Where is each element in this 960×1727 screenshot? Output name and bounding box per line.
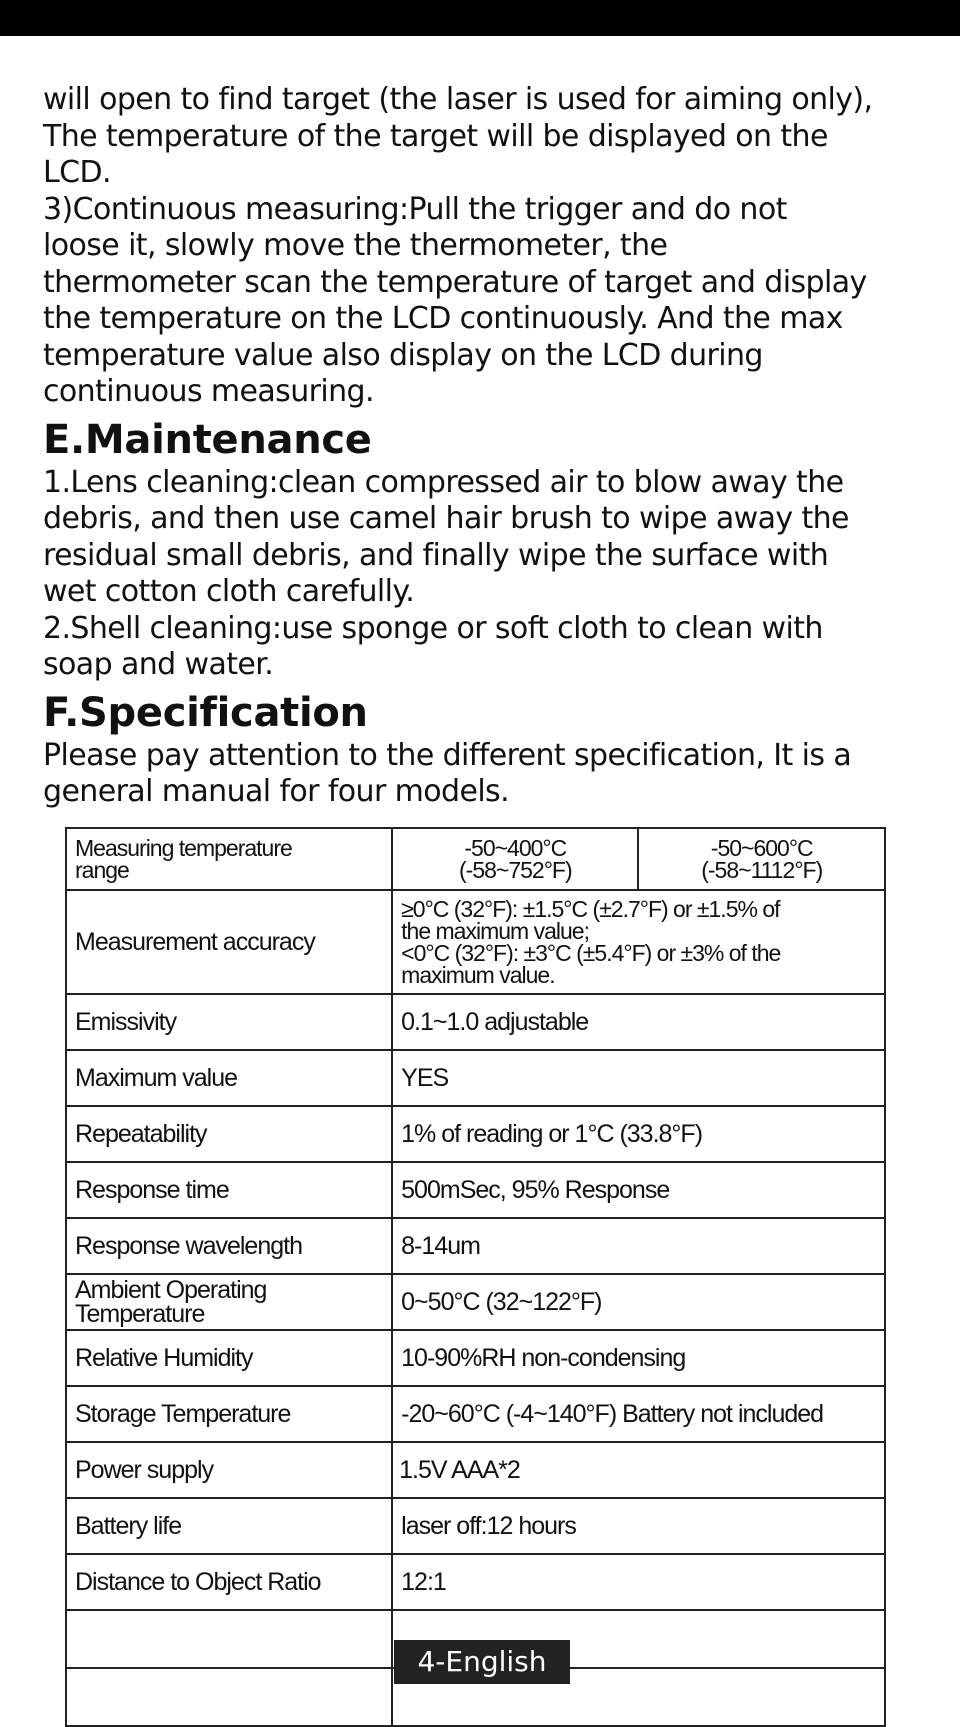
spec-label: Relative Humidity (66, 1330, 392, 1386)
intro-line: continuous measuring. (43, 374, 374, 409)
table-row (66, 1442, 885, 1498)
spec-label (66, 1668, 392, 1726)
spec-label (66, 1610, 392, 1668)
maintenance-line: 1.Lens cleaning:clean compressed air to blow away the (43, 464, 844, 500)
maintenance-line: 2.Shell cleaning:use sponge or soft cloth to clean with (43, 610, 823, 646)
maintenance-line: residual small debris, and finally wipe the surface with (43, 537, 829, 573)
maintenance-heading: E.Maintenance (43, 416, 372, 463)
specification-line: Please pay attention to the different specification, It is a (43, 737, 852, 773)
table-row (66, 1274, 885, 1330)
page-number-footer: 4-English (394, 1640, 570, 1684)
table-row (66, 1386, 885, 1442)
spec-label: Ambient Operating Temperature (66, 1274, 392, 1330)
spec-value: laser off:12 hours (392, 1498, 885, 1554)
table-row (66, 1554, 885, 1610)
maintenance-line: debris, and then use camel hair brush to wipe away the (43, 501, 849, 536)
top-black-bar (0, 0, 960, 36)
intro-line: thermometer scan the temperature of target and display (43, 264, 867, 300)
spec-value: 12:1 (392, 1554, 885, 1610)
spec-label: Repeatability (66, 1106, 392, 1162)
spec-label: Distance to Object Ratio (66, 1554, 392, 1610)
table-row (66, 828, 885, 890)
spec-label: Emissivity (66, 994, 392, 1050)
intro-line: The temperature of the target will be displayed on the (43, 118, 828, 154)
table-row (66, 1218, 885, 1274)
spec-value: ≥0°C (32°F): ±1.5°C (±2.7°F) or ±1.5% of the maximum value; <0°C (32°F): ±3°C (±5.4°F) or ±3% of the maximum value. (392, 890, 885, 994)
spec-label: Measuring temperature range (66, 828, 392, 890)
maintenance-line: soap and water. (43, 647, 274, 682)
specification-heading: F.Specification (43, 689, 368, 736)
spec-value: -20~60°C (-4~140°F) Battery not included (392, 1386, 885, 1442)
spec-label: Measurement accuracy (66, 890, 392, 994)
maintenance-line: wet cotton cloth carefully. (43, 574, 415, 609)
specification-paragraph (43, 738, 943, 811)
intro-line: temperature value also display on the LCD during (43, 337, 763, 373)
intro-line: loose it, slowly move the thermometer, the (43, 228, 668, 263)
spec-value-model-a: -50~400°C (-58~752°F) (392, 828, 638, 890)
table-row (66, 1330, 885, 1386)
table-row (66, 890, 885, 994)
spec-label: Response wavelength (66, 1218, 392, 1274)
intro-line: the temperature on the LCD continuously. And the max (43, 301, 843, 336)
spec-label: Storage Temperature (66, 1386, 392, 1442)
specification-table (65, 827, 886, 1727)
intro-paragraph (43, 82, 943, 411)
specification-line: general manual for four models. (43, 774, 510, 809)
spec-label: Battery life (66, 1498, 392, 1554)
spec-value: 8-14um (392, 1218, 885, 1274)
spec-value: YES (392, 1050, 885, 1106)
intro-line: will open to find target (the laser is used for aiming only), (43, 82, 873, 117)
table-row (66, 1050, 885, 1106)
spec-value: 1.5V AAA*2 (392, 1442, 885, 1498)
manual-text (43, 82, 943, 811)
intro-line: LCD. (43, 155, 111, 190)
spec-value: 1% of reading or 1°C (33.8°F) (392, 1106, 885, 1162)
spec-value-model-b: -50~600°C (-58~1112°F) (638, 828, 885, 890)
spec-label: Maximum value (66, 1050, 392, 1106)
spec-label: Response time (66, 1162, 392, 1218)
spec-value: 0.1~1.0 adjustable (392, 994, 885, 1050)
table-row (66, 1498, 885, 1554)
spec-value: 10-90%RH non-condensing (392, 1330, 885, 1386)
maintenance-paragraph (43, 465, 943, 684)
spec-value: 0~50°C (32~122°F) (392, 1274, 885, 1330)
intro-line: 3)Continuous measuring:Pull the trigger and do not (43, 191, 787, 227)
table-row (66, 1106, 885, 1162)
spec-label: Power supply (66, 1442, 392, 1498)
spec-value: 500mSec, 95% Response (392, 1162, 885, 1218)
table-row (66, 994, 885, 1050)
table-row (66, 1162, 885, 1218)
